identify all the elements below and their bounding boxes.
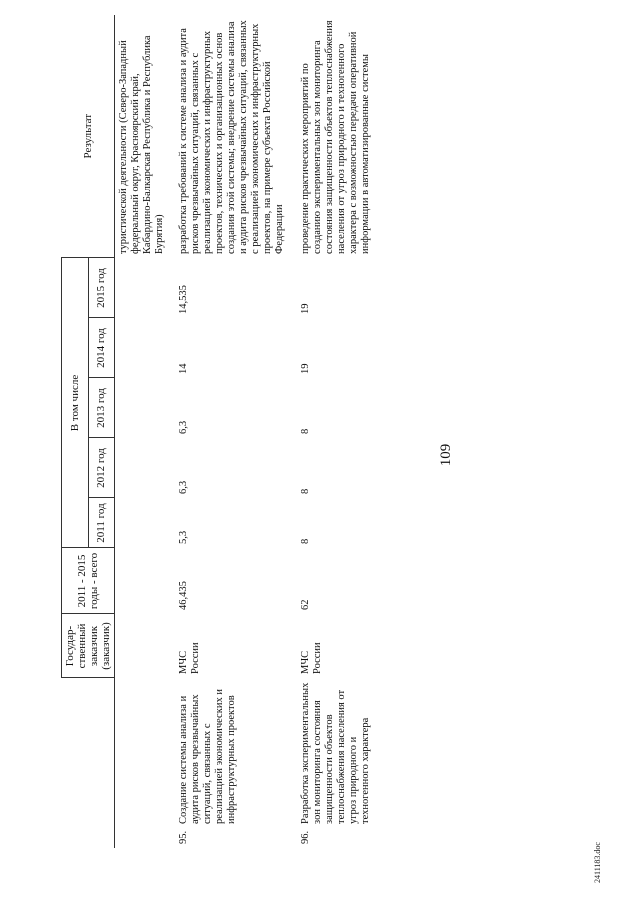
continuation-result: туристической деятельности (Северо-Западный федеральный округ, Красноярский край, Кабардино-Балкарская Республика и Республика Бурятия): [118, 35, 165, 254]
document-filename: 2411183.doc: [593, 842, 602, 883]
year-2011-cell: 5,3: [178, 530, 189, 544]
header-year-2013: 2013 год: [88, 378, 115, 438]
year-2014-cell: 14: [178, 363, 189, 374]
customer-cell: МЧС России: [300, 642, 323, 674]
table-row: [176, 15, 298, 848]
total-cell: 46,435: [178, 581, 189, 610]
year-2012-cell: 6,3: [178, 480, 189, 494]
row-number: 96.: [300, 830, 311, 844]
year-2013-cell: 8: [300, 428, 311, 434]
year-2014-cell: 19: [300, 363, 311, 374]
header-event: [62, 678, 115, 848]
result-cell: проведение практических мероприятий по созданию экспериментальных зон мониторинга состояния защищенности объектов теплоснабжения населения от угроз природного и техногенного характера с возможностью передачи оперативной информации в автоматизированные системы: [300, 20, 371, 254]
result-cell: разработка требований к системе анализа и аудита рисков чрезвычайных ситуаций, связанных с реализацией экономических и инфраструктурных проектов, технических и организационных основ создания этой системы; внедрение системы анализа и аудита рисков чрезвычайных ситуаций, связанных с реализацией экономических и инфраструктурных проектов, на примере субъекта Российской Федерации: [178, 20, 285, 254]
event-cell: [176, 678, 250, 848]
header-year-2014: 2014 год: [88, 318, 115, 378]
year-2013-cell: 6,3: [178, 420, 189, 434]
year-2015-cell: 14,535: [178, 285, 189, 314]
customer-cell: МЧС России: [178, 642, 201, 674]
header-year-2011: 2011 год: [88, 498, 115, 548]
header-result: Результат: [62, 15, 115, 258]
row-number: 95.: [178, 830, 189, 844]
event-text: Создание системы анализа и аудита рисков чрезвычайных ситуаций, связанных с реализацией экономических и инфраструктурных проектов: [178, 689, 237, 824]
event-text: Разработка экспериментальных зон мониторинга состояния защищенности объектов теплоснабжения населения от угроз природного и техногенного характера: [300, 682, 371, 824]
header-including: В том числе: [62, 258, 89, 548]
header-customer: Государ-ственный заказчик (заказчик): [62, 614, 115, 678]
year-2012-cell: 8: [300, 488, 311, 494]
page-number: 109: [438, 443, 454, 467]
header-row-1: [62, 15, 89, 848]
year-2011-cell: 8: [300, 538, 311, 544]
table-row: [298, 15, 374, 848]
year-2015-cell: 19: [300, 303, 311, 314]
total-cell: 62: [300, 599, 311, 610]
header-year-2012: 2012 год: [88, 438, 115, 498]
table-row-continuation: [115, 15, 177, 848]
header-year-2015: 2015 год: [88, 258, 115, 318]
header-total: 2011 - 2015 годы - всего: [62, 548, 115, 614]
event-cell: [298, 678, 374, 848]
program-table: [61, 15, 374, 848]
